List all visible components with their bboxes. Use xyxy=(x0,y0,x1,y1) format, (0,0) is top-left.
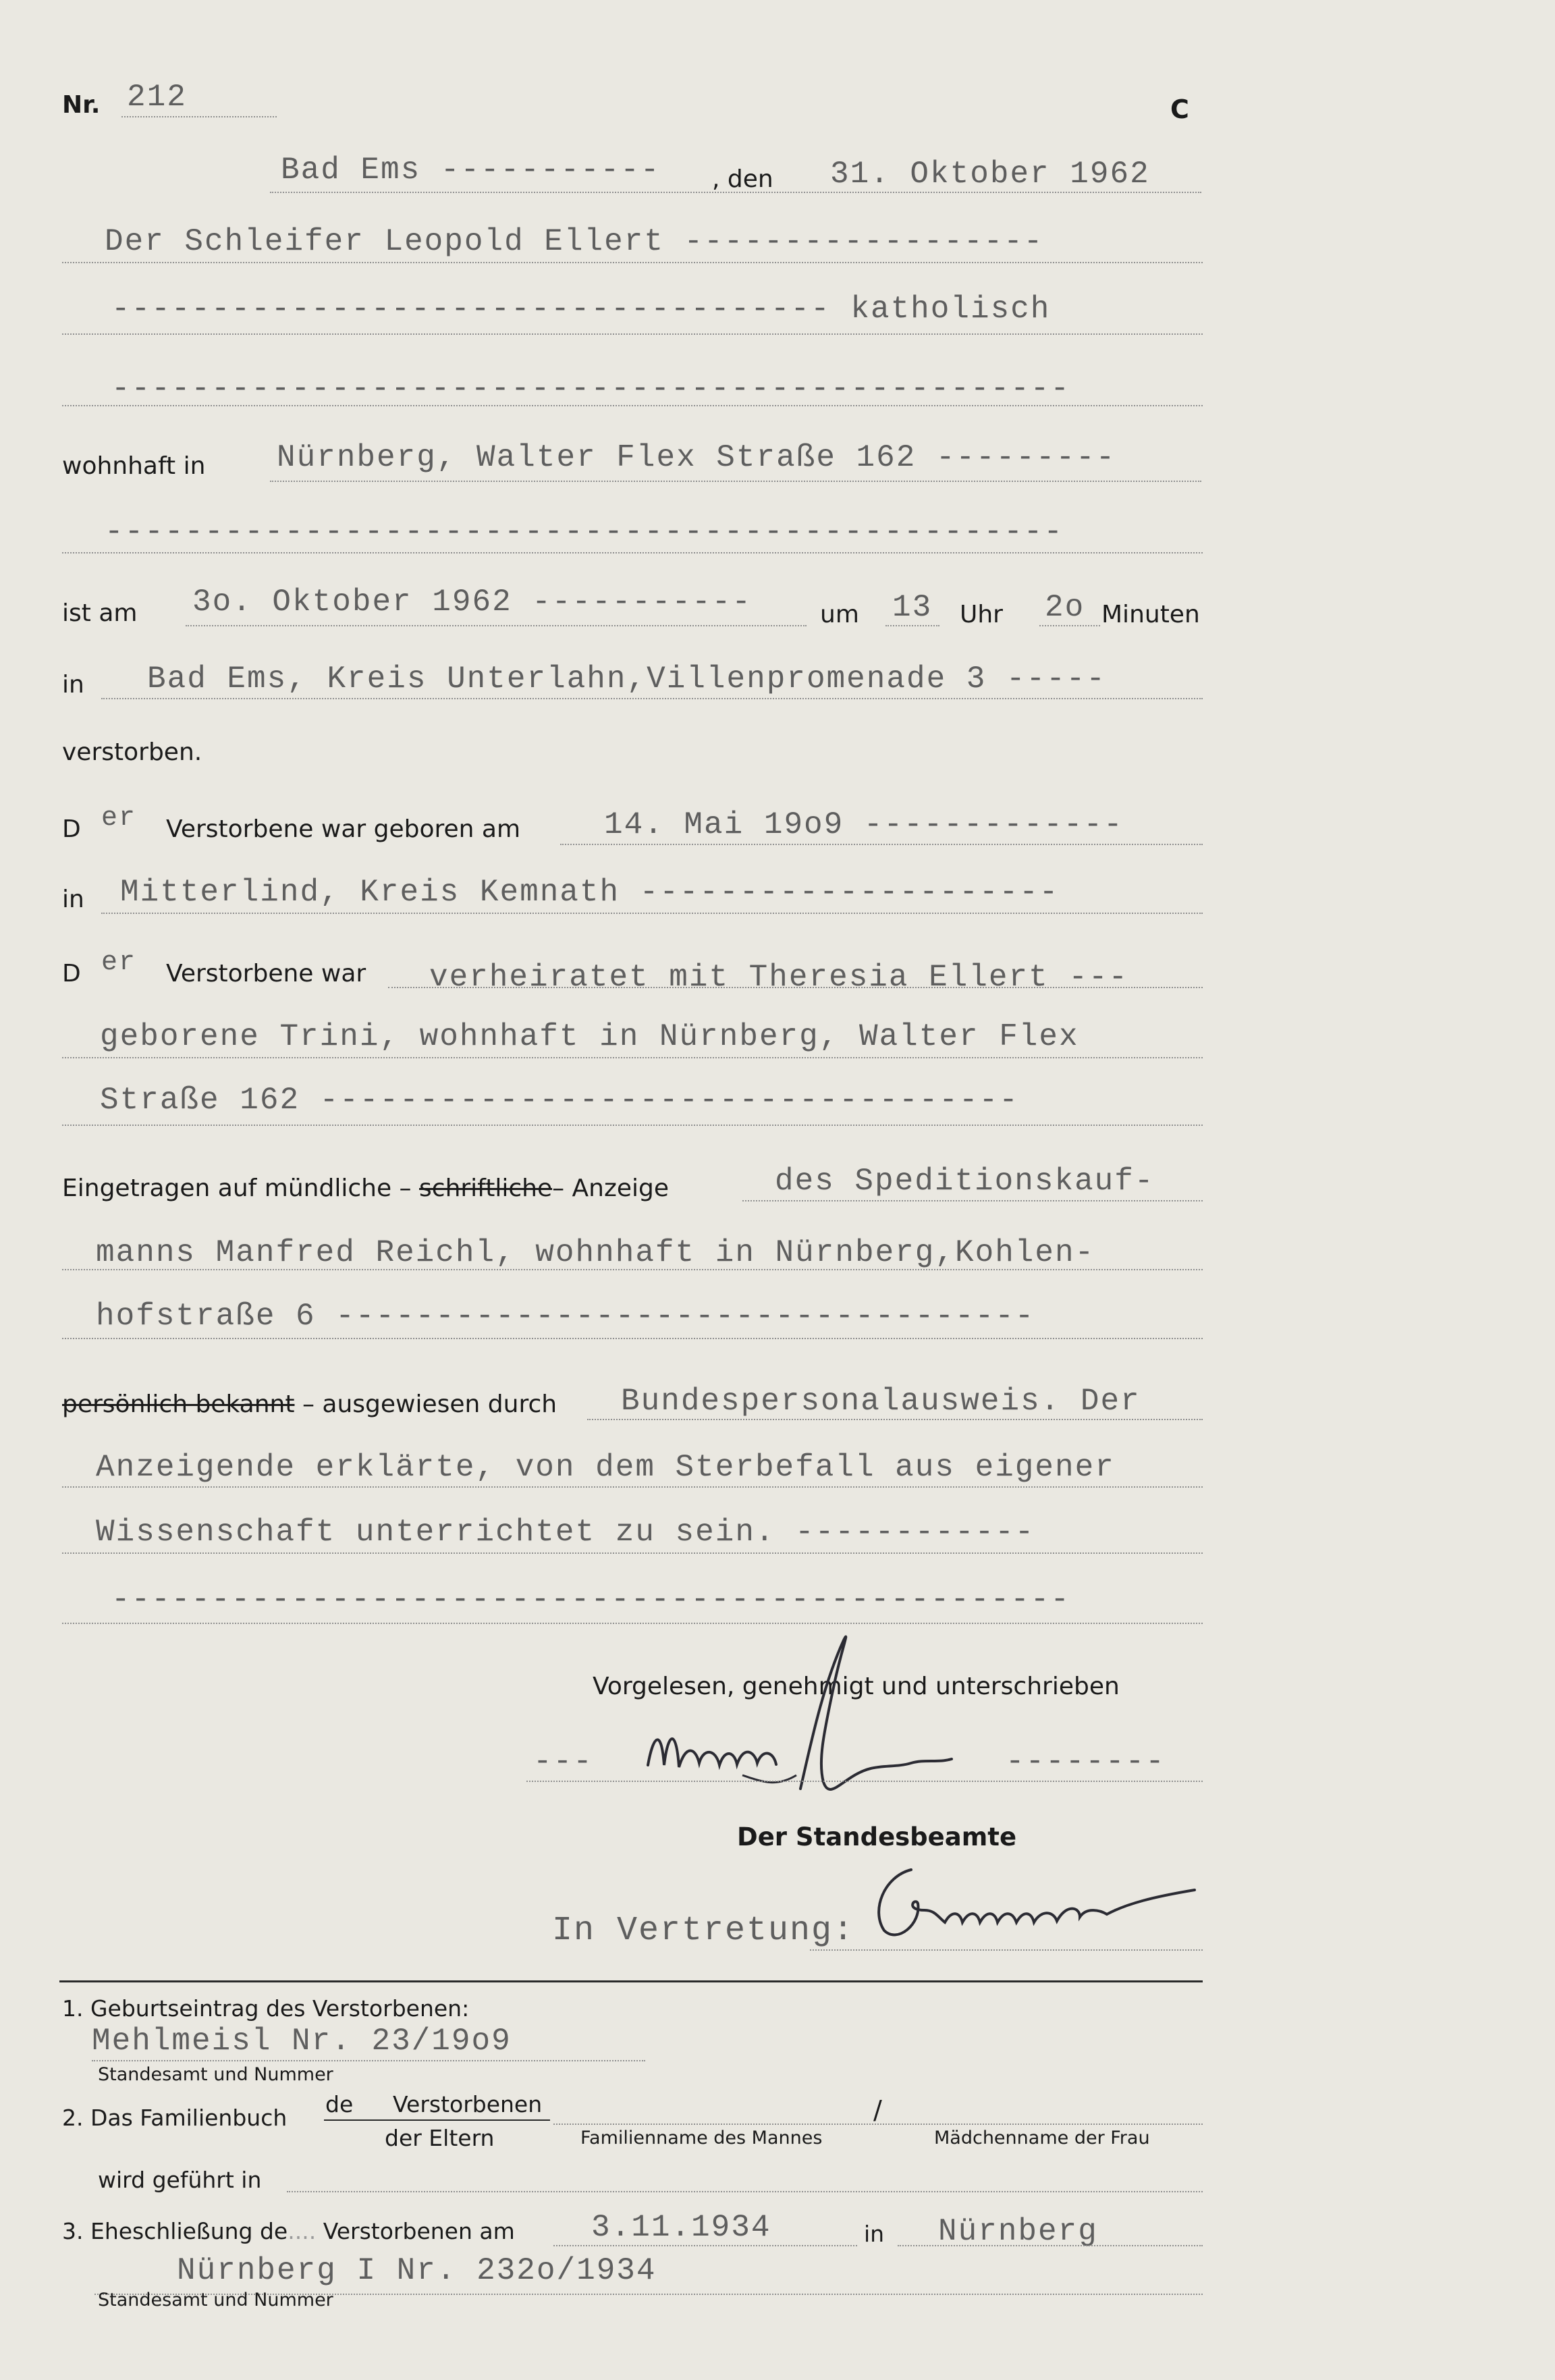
ist-am-label: ist am xyxy=(62,599,138,627)
registrar-scribble xyxy=(857,1849,1208,1951)
birth-date: 14. Mai 19o9 ------------- xyxy=(604,807,1124,842)
identification-label-struck: persönlich bekannt xyxy=(62,1390,295,1418)
rule-4 xyxy=(270,481,1201,482)
rule-25 xyxy=(324,2119,550,2121)
informant-line-1: des Speditionskauf- xyxy=(775,1164,1155,1199)
marriage-in-label: in xyxy=(864,2221,885,2247)
death-date: 3o. Oktober 1962 ----------- xyxy=(192,585,752,620)
minuten-label: Minuten xyxy=(1101,601,1200,628)
registry-place: Bad Ems ----------- xyxy=(281,153,661,188)
section-letter: C xyxy=(1170,94,1189,124)
birth-in-label: in xyxy=(62,886,84,913)
registration-label-struck: schriftliche xyxy=(419,1174,553,1202)
verstorben-label: verstorben. xyxy=(62,738,202,766)
marital-line-3: Straße 162 ----------------------------------- xyxy=(100,1083,1019,1118)
registrar-signature xyxy=(857,1849,1208,1951)
rule-12 xyxy=(388,987,1203,988)
informant-signature xyxy=(641,1613,992,1836)
birth-entry-value: Mehlmeisl Nr. 23/19o9 xyxy=(92,2024,512,2059)
marital-line-2: geborene Trini, wohnhaft in Nürnberg, Walter Flex xyxy=(100,1019,1079,1054)
birth-d-label: D xyxy=(62,815,81,843)
rule-15 xyxy=(742,1200,1203,1201)
registrar-title: Der Standesbeamte xyxy=(737,1822,1017,1851)
identification-label xyxy=(62,1390,557,1418)
informant-line-2: manns Manfred Reichl, wohnhaft in Nürnberg,Kohlen- xyxy=(96,1235,1095,1270)
registry-date: 31. Oktober 1962 xyxy=(830,157,1150,192)
rule-14 xyxy=(62,1125,1203,1126)
nr-label: Nr. xyxy=(62,91,101,119)
marriage-record-value: Nürnberg I Nr. 232o/1934 xyxy=(177,2253,657,2288)
death-minute: 2o xyxy=(1045,590,1085,625)
rule-10 xyxy=(560,844,1203,845)
rule-6 xyxy=(186,625,807,626)
rule-22 xyxy=(526,1781,1203,1782)
rule-29 xyxy=(898,2245,1203,2246)
den-label: , den xyxy=(712,165,773,193)
rule-9 xyxy=(101,698,1203,699)
rule-27 xyxy=(287,2191,1203,2192)
uhr-label: Uhr xyxy=(960,601,1003,628)
wohnhaft-label: wohnhaft in xyxy=(62,452,206,480)
identification-line-3: Wissenschaft unterrichtet zu sein. ------------ xyxy=(96,1515,1035,1550)
marital-d-label: D xyxy=(62,960,81,988)
footnote-3-label xyxy=(62,2218,515,2244)
footnote-2-bottom: der Eltern xyxy=(385,2125,495,2151)
marital-label: Verstorbene war xyxy=(166,960,366,988)
residence-line-1: Nürnberg, Walter Flex Straße 162 --------- xyxy=(277,440,1116,475)
footnote-2-slash: / xyxy=(873,2095,882,2125)
record-number: 212 xyxy=(127,80,187,115)
footnote-3-caption: Standesamt und Nummer xyxy=(98,2290,333,2310)
footnote-2-top: Verstorbenen xyxy=(393,2091,543,2117)
rule-23 xyxy=(810,1949,1203,1951)
rule-1 xyxy=(62,262,1203,263)
footnote-1-caption: Standesamt und Nummer xyxy=(98,2064,333,2085)
birth-er-suffix: er xyxy=(101,803,137,834)
read-approved-label: Vorgelesen, genehmigt und unterschrieben xyxy=(593,1673,1120,1700)
birth-place: Mitterlind, Kreis Kemnath --------------------- xyxy=(120,875,1060,910)
rule-26 xyxy=(553,2124,1203,2125)
deceased-line-1: Der Schleifer Leopold Ellert ------------------ xyxy=(105,224,1044,259)
footnote-1-fill: s xyxy=(294,1995,306,2022)
footnote-1-pre: 1. Geburtseintrag de xyxy=(62,1995,294,2022)
rule-28 xyxy=(553,2245,857,2246)
identification-line-2: Anzeigende erklärte, von dem Sterbefall aus eigener xyxy=(96,1450,1115,1485)
rule-3 xyxy=(62,405,1203,406)
marriage-date: 3.11.1934 xyxy=(591,2210,771,2245)
nr-line xyxy=(121,116,277,117)
residence-line-2: ------------------------------------------------ xyxy=(105,514,1064,549)
registration-label xyxy=(62,1174,669,1202)
footnote-1-post: Verstorbenen: xyxy=(312,1995,470,2022)
identification-label-post: – ausgewiesen durch xyxy=(302,1390,557,1418)
informant-dashes-left: --- xyxy=(533,1744,593,1779)
rule-16 xyxy=(62,1269,1203,1270)
identification-line-4: ------------------------------------------------ xyxy=(111,1582,1071,1617)
rule-19 xyxy=(62,1486,1203,1488)
rule-18 xyxy=(587,1419,1203,1420)
date-line xyxy=(270,192,1201,193)
footnote-3-dots: .... xyxy=(288,2218,317,2244)
signature-scribble xyxy=(641,1613,992,1836)
rule-11 xyxy=(101,913,1203,914)
born-label: Verstorbene war geboren am xyxy=(166,815,521,843)
rule-2 xyxy=(62,333,1203,335)
death-hour: 13 xyxy=(892,590,933,625)
rule-24 xyxy=(92,2060,645,2061)
marriage-place: Nürnberg xyxy=(938,2214,1098,2249)
rule-5 xyxy=(62,552,1203,553)
deceased-line-2: ------------------------------------ katholisch xyxy=(111,292,1051,327)
rule-20 xyxy=(62,1552,1203,1554)
marital-line-1: verheiratet mit Theresia Ellert --- xyxy=(429,960,1129,995)
rule-13 xyxy=(62,1057,1203,1058)
death-place: Bad Ems, Kreis Unterlahn,Villenpromenade 3 ----- xyxy=(147,661,1107,697)
footnote-separator xyxy=(59,1980,1203,1982)
deputy-label: In Vertretung: xyxy=(552,1912,855,1950)
registration-label-pre: Eingetragen auf mündliche – xyxy=(62,1174,412,1202)
registration-label-post: – Anzeige xyxy=(552,1174,670,1202)
marital-er-suffix: er xyxy=(101,948,137,978)
footnote-2-label: 2. Das Familienbuch xyxy=(62,2105,288,2131)
informant-line-3: hofstraße 6 ----------------------------------- xyxy=(96,1299,1035,1334)
identification-line-1: Bundespersonalausweis. Der xyxy=(621,1384,1141,1419)
rule-7 xyxy=(885,625,939,626)
family-book-kept-label: wird geführt in xyxy=(98,2167,262,2193)
deceased-line-3: ------------------------------------------------ xyxy=(111,371,1071,406)
death-in-label: in xyxy=(62,671,84,699)
footnote-3-pre: 3. Eheschließung de xyxy=(62,2218,288,2244)
rule-8 xyxy=(1039,625,1100,626)
um-label: um xyxy=(820,601,859,628)
informant-dashes-right: -------- xyxy=(1006,1744,1166,1779)
footnote-1-label xyxy=(62,1995,469,2022)
footnote-2-de: de xyxy=(325,2091,354,2117)
rule-21 xyxy=(62,1623,1203,1624)
rule-17 xyxy=(62,1338,1203,1339)
husband-name-caption: Familienname des Mannes xyxy=(580,2128,823,2148)
footnote-3-post: Verstorbenen am xyxy=(323,2218,515,2244)
maiden-name-caption: Mädchenname der Frau xyxy=(934,2128,1150,2148)
